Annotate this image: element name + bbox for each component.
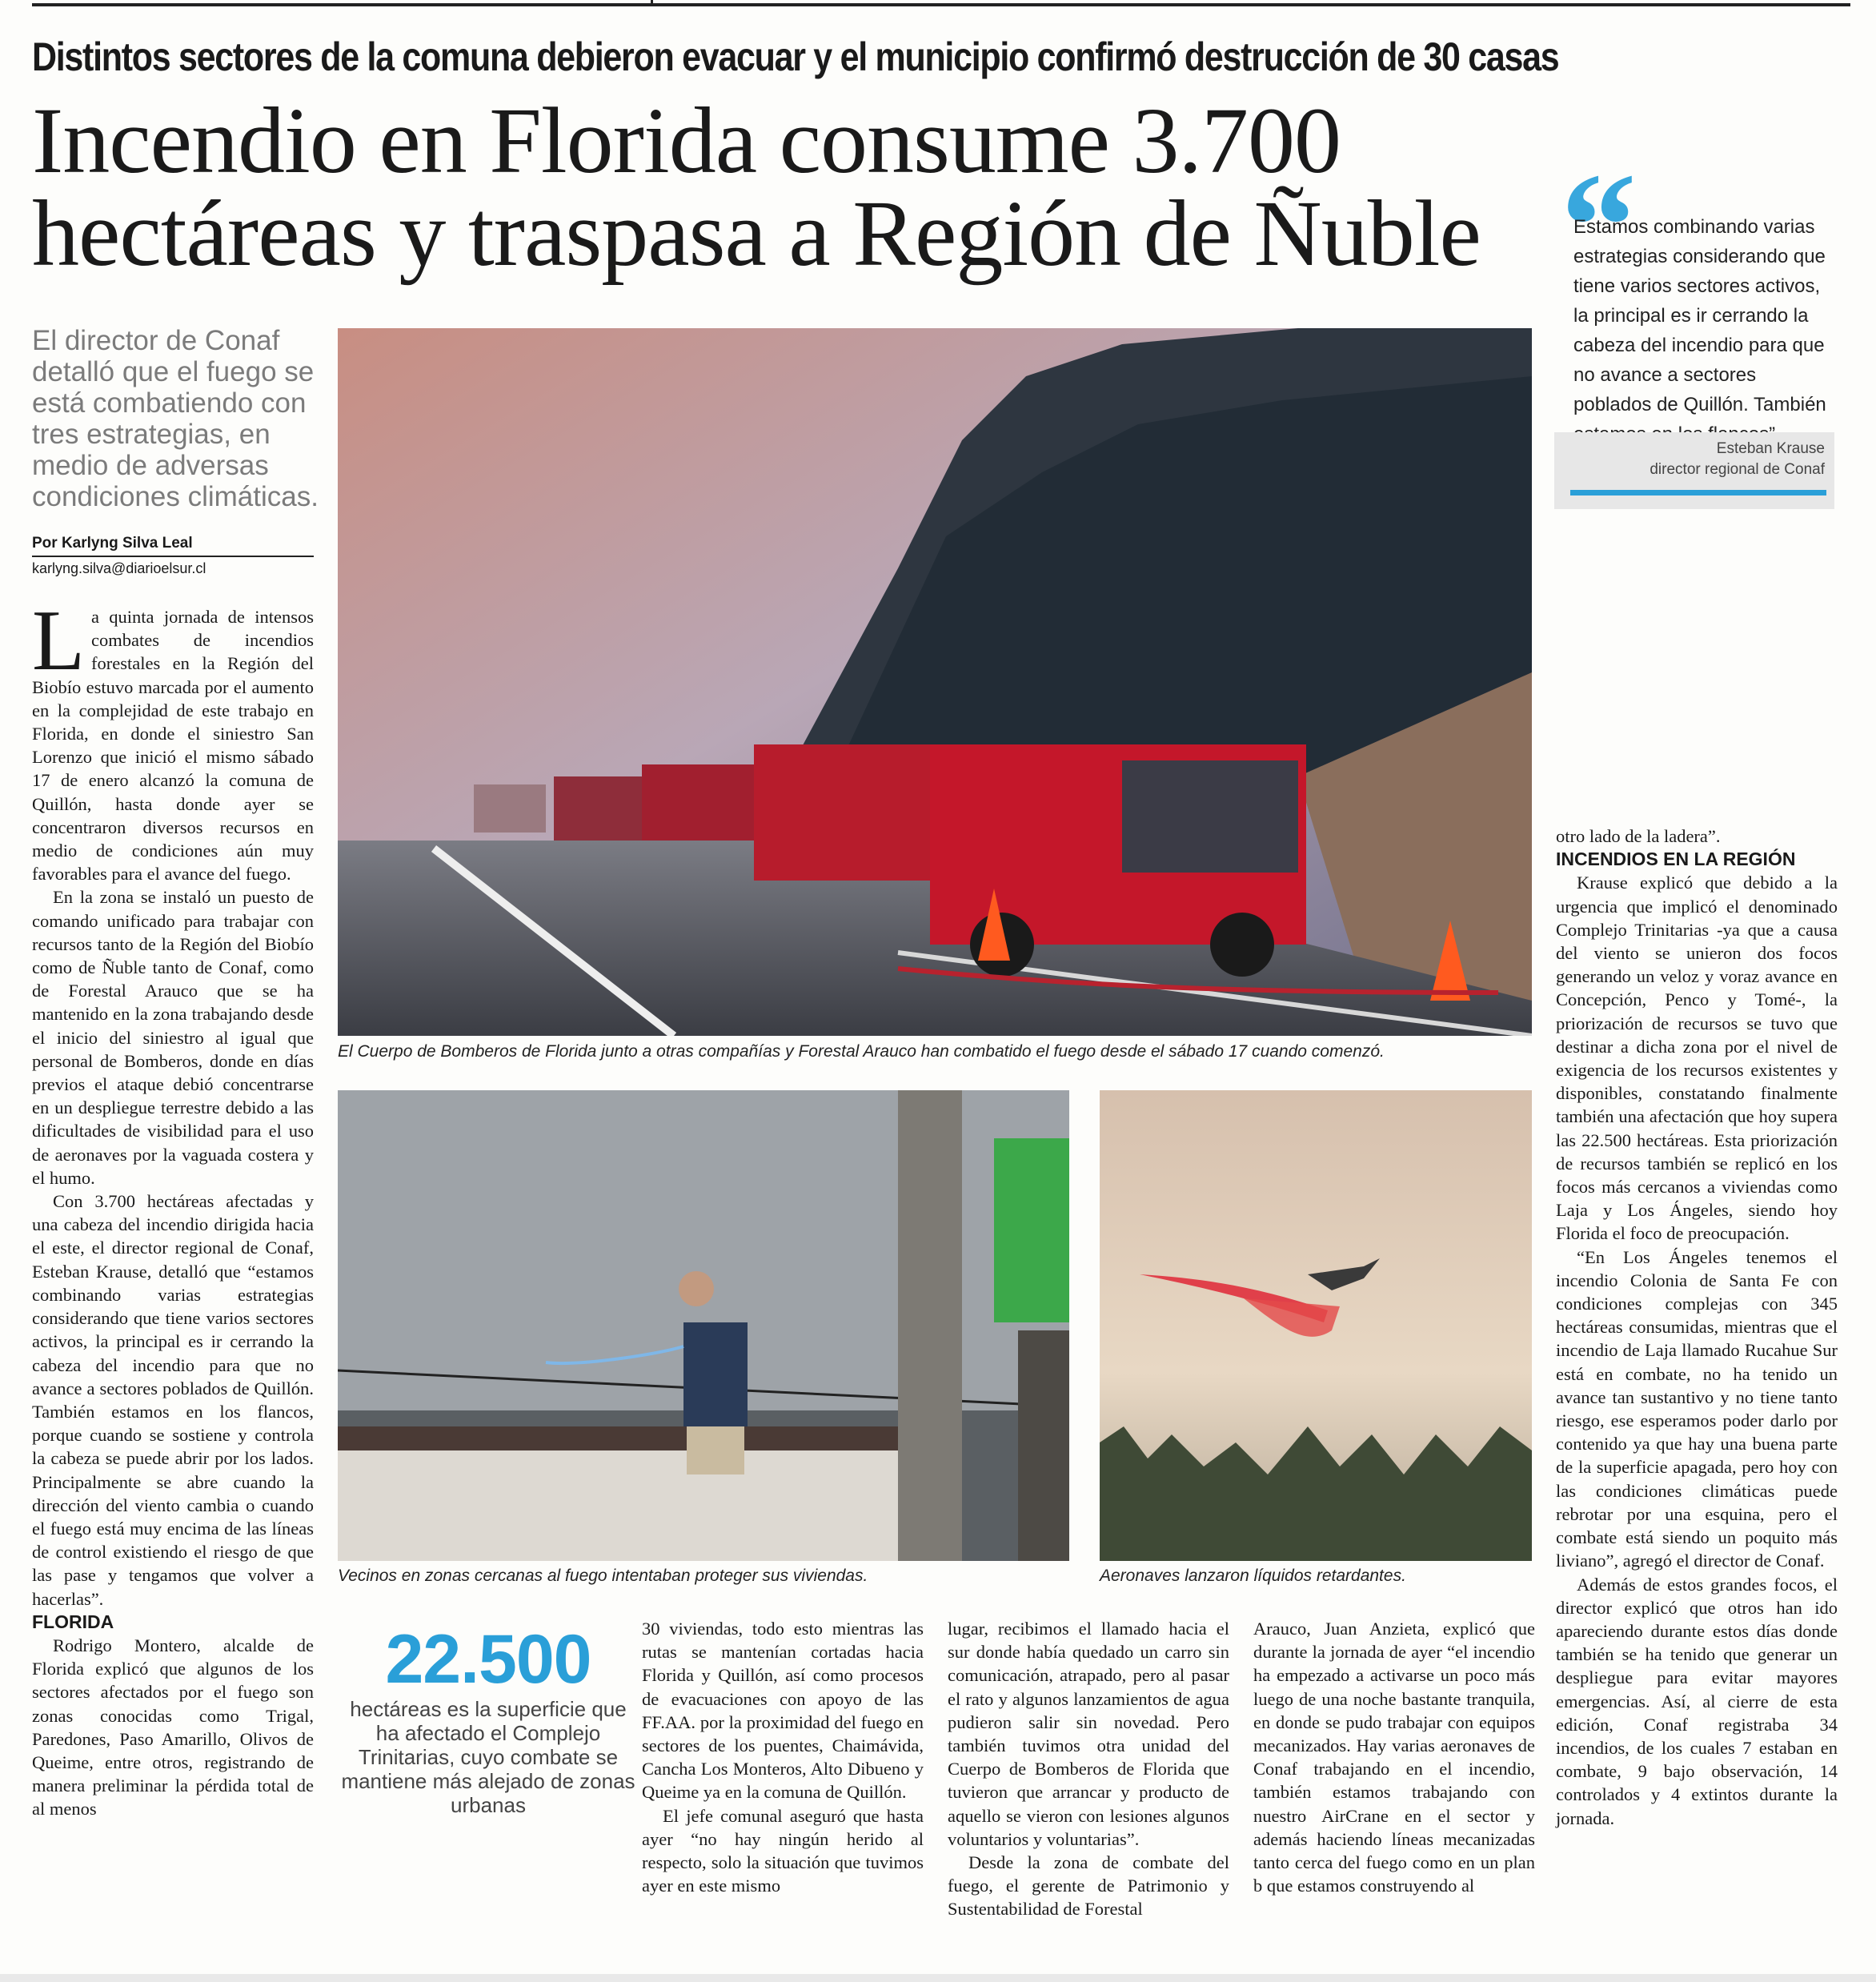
paragraph: Con 3.700 hectáreas afectadas y una cabeza del incendio dirigida hacia el este, el director regional de Conaf, Esteban Krause, detalló que “estamos combinando varias estrategias considerando que tiene varios sectores activos, la principal es ir cerrando la cabeza del incendio para que no avance a sectores poblados de Quillón. También estamos en los flancos, porque cuando se sostiene y controla la cabeza se puede abrir por los lados. Principalmente se abre cuando la dirección del viento cambia o cuando el fuego está muy encima de las líneas de control existiendo el riesgo de que las pase y tengamos que volver a hacerlas”.: [32, 1191, 314, 1609]
headline-line-1: Incendio en Florida consume 3.700: [32, 88, 1341, 193]
stat-value: 22.500: [385, 1621, 591, 1698]
paragraph: lugar, recibimos el llamado hacia el sur donde había quedado un carro sin comunicación, atrapado, pero al pasar el rato y algunos lanzamientos de agua pudieron salir sin novedad. Pero también tuvimos otra unidad del Cuerpo de Bomberos de Florida que tuvieron que arrancar y producto de aquello se vieron con lesiones algunos voluntarios y voluntarias”.: [948, 1619, 1229, 1849]
drop-cap: L: [32, 593, 85, 688]
paragraph: Rodrigo Montero, alcalde de Florida explicó que algunos de los sectores afectados por el fuego son zonas conocidas como Trigal, Paredones, Paso Amarillo, Olivos de Queime, entre otros, registrando de manera preliminar la pérdida total de al menos: [32, 1635, 314, 1820]
deck: El director de Conaf detalló que el fuego se está combatiendo con tres estrategias, en medio de adversas condiciones climáticas.: [32, 325, 319, 512]
headline-line-2: hectáreas y traspasa a Región de Ñuble: [32, 181, 1481, 286]
paragraph: Krause explicó que debido a la urgencia que implicó el denominado Complejo Trinitarias -ya que a causa del viento se unieron dos focos generando un veloz y voraz avance en Concepción, Penco y Tomé-, la priorización de recursos se tuvo que destinar a dicha zona por el nivel de exigencia de los recursos existentes y disponibles, constatando finalmente también una afectación que hoy supera las 22.500 hectáreas. Esta priorización de recursos también se replicó en los focos más cercanos a viviendas como Laja y Los Ángeles, siendo hoy Florida el foco de preocupación.: [1556, 873, 1838, 1244]
paragraph: Además de estos grandes focos, el director explicó que otros han ido apareciendo durante estos días donde también se ha tenido que generar un despliegue para evitar mayores emergencias. Así, al cierre de esta edición, Conaf registraba 34 incendios, de los cuales 7 estaban en combate, 9 bajo observación, 14 controlados y 4 extintos durante la jornada.: [1556, 1574, 1838, 1828]
kicker: Distintos sectores de la comuna debieron evacuar y el municipio confirmó destrucción de 30 casas: [32, 34, 1559, 79]
paragraph: otro lado de la ladera”.: [1556, 826, 1721, 846]
main-photo-caption: El Cuerpo de Bomberos de Florida junto a otras compañías y Forestal Arauco han combatido el fuego desde el sábado 17 cuando comenzó.: [338, 1042, 1385, 1061]
article-column-5: [1556, 824, 1838, 1830]
paragraph: En la zona se instaló un puesto de comando unificado para trabajar con recursos tanto de la Región del Biobío como de Ñuble tanto de Conaf, como de Forestal Arauco que se ha mantenido en la zona trabajando desde el inicio del siniestro al igual que personal de Bomberos, donde en días previos el ataque debió concentrarse en un despliegue terrestre debido a las dificultades de visibilidad para el uso de aeronaves por la vaguada costera y el humo.: [32, 887, 314, 1188]
subhead-incendios-region: INCENDIOS EN LA REGIÓN: [1556, 849, 1796, 870]
headline: [32, 88, 1569, 286]
paragraph: La quinta jornada de intensos combates de incendios forestales en la Región del Biobío estuvo marcada por el aumento en la complejidad de este trabajo en Florida, en donde el siniestro San Lorenzo que inició el mismo sábado 17 de enero alcanzó la comuna de Quillón, hasta donde ayer se concentraron diversos recursos en medio de condiciones aún muy favorables para el avance del fuego.: [32, 593, 314, 885]
top-rule: [32, 3, 1850, 6]
photo-resident-watering: [338, 1090, 1069, 1561]
photo-resident-caption: Vecinos en zonas cercanas al fuego intentaban proteger sus viviendas.: [338, 1567, 868, 1585]
article-column-1: [32, 593, 314, 1821]
byline: Por Karlyng Silva Leal: [32, 535, 314, 557]
article-column-3: [948, 1617, 1229, 1921]
article-column-4: [1253, 1617, 1535, 1897]
stat-description: hectáreas es la superficie que ha afectado el Complejo Trinitarias, cuyo combate se mantiene más alejado de zonas urbanas: [341, 1697, 635, 1817]
paragraph: El jefe comunal aseguró que hasta ayer “no hay ningún herido al respecto, solo la situación que tuvimos ayer en este mismo: [642, 1805, 924, 1896]
top-rule-tick: [651, 0, 653, 6]
main-photo-fire-trucks: [338, 328, 1532, 1036]
photo-aircraft-caption: Aeronaves lanzaron líquidos retardantes.: [1100, 1567, 1406, 1585]
article-column-2: [642, 1617, 924, 1897]
photo-aircraft-retardant: [1100, 1090, 1532, 1561]
paragraph: “En Los Ángeles tenemos el incendio Colonia de Santa Fe con condiciones complejas con 345 hectáreas consumidas, mientras que el incendio de Laja llamado Rucahue Sur está en combate, no ha tenido un avance tan sustantivo y no tiene tanto riesgo, ese esperamos poder darlo por contenido ya que hay una buena parte de la superficie apagada, pero hoy con las condiciones climáticas puede rebrotar por una esquina, pero el combate está siendo un poquito más liviano”, agregó el director de Conaf.: [1556, 1246, 1838, 1571]
quote-mark-icon: “: [1561, 142, 1637, 311]
quote-author-role: director regional de Conaf: [1650, 461, 1825, 478]
quote-author: Esteban Krause: [1716, 440, 1825, 457]
paragraph: 30 viviendas, todo esto mientras las rutas se mantenían cortadas hacia Florida y Quillón, así como procesos de evacuaciones con apoyo de las FF.AA. por la proximidad del fuego en sectores de los puentes, Chaimávida, Cancha Los Monteros, Alto Dibueno y Queime ya en la comuna de Quillón.: [642, 1619, 924, 1803]
quote-accent-bar: [1570, 490, 1826, 496]
paragraph: Arauco, Juan Anzieta, explicó que durante la jornada de ayer “el incendio ha empezado a activarse un poco más luego de una noche bastante tranquila, en donde se pudo trabajar con equipos mecanizados. Hay varias aeronaves de Conaf trabajando en el incendio, también estamos trabajando con nuestro AirCrane en el sector y además haciendo líneas mecanizadas tanto cerca del fuego como en un plan b que estamos construyendo al: [1253, 1619, 1535, 1896]
footer-band: [0, 1974, 1876, 1982]
subhead-florida: FLORIDA: [32, 1611, 114, 1632]
pull-quote-text: Estamos combinando varias estrategias considerando que tiene varios sectores activos, la principal es ir cerrando la cabeza del incendio para que no avance a sectores poblados de Quillón. También: [1573, 216, 1826, 415]
author-email: karlyng.silva@diarioelsur.cl: [32, 560, 206, 576]
paragraph: Desde la zona de combate del fuego, el gerente de Patrimonio y Sustentabilidad de Forestal: [948, 1852, 1229, 1920]
